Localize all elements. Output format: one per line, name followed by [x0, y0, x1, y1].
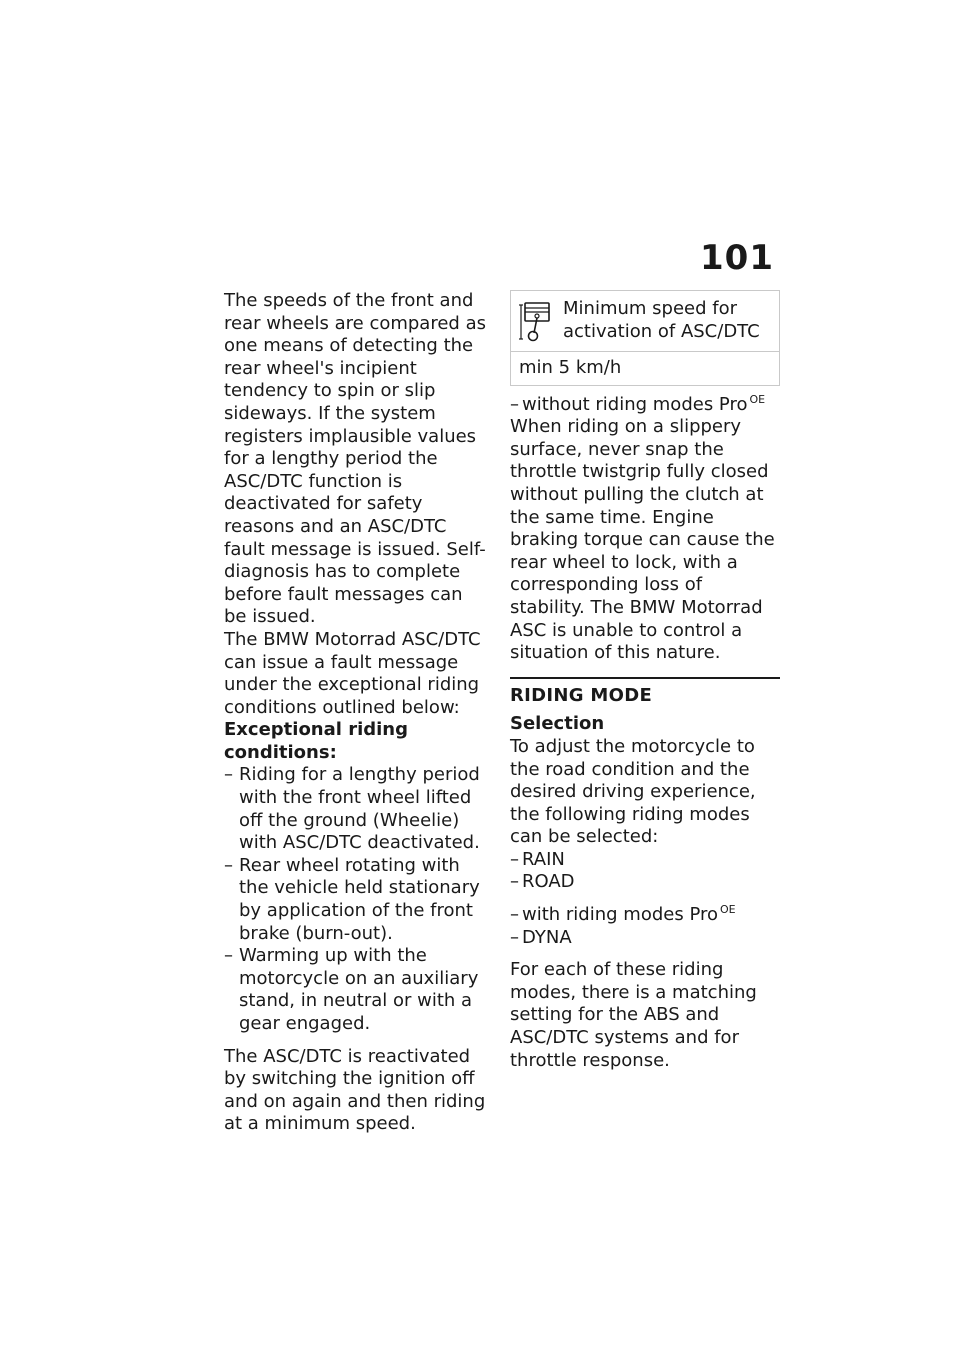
- spec-header: [511, 291, 779, 352]
- variant-with-pro: [510, 904, 780, 927]
- spec-table: [510, 290, 780, 386]
- list-item: – Rear wheel rotating with the vehicle held stationary by application of the front brake (burn-out).: [224, 855, 490, 945]
- list-item: – ROAD: [510, 871, 780, 894]
- slippery-surface-paragraph: When riding on a slippery surface, never snap the throttle twistgrip fully closed without pulling the clutch at the same time. Engine braking torque can cause the rear wheel to lock, with a corresponding loss of stability. The BMW Motorrad ASC is unable to control a situation of this nature.: [510, 416, 775, 664]
- spec-value: min 5 km/h: [519, 357, 622, 378]
- variant-without-pro: [510, 394, 780, 417]
- subsection-title: Selection: [510, 713, 605, 735]
- fault-detection-paragraph: The speeds of the front and rear wheels are compared as one means of detecting the rear wheel's incipient tendency to spin or slip sideways. If the system registers implausible values for a lengthy period the ASC/DTC function is deactivated for safety reasons and an ASC/DTC fault message is issued. Self-diagnosis has to complete before fault messages can be issued.: [224, 290, 486, 628]
- selection-paragraph: To adjust the motorcycle to the road condition and the desired driving experience, the following riding modes can be selected:: [510, 735, 756, 848]
- section-divider: [510, 677, 780, 679]
- piston-icon: [519, 299, 555, 345]
- list-item: – RAIN: [510, 849, 780, 872]
- pro-modes-list: [510, 927, 780, 950]
- page-number: 101: [700, 238, 774, 278]
- left-column: [224, 290, 490, 1136]
- variant-label: without riding modes Pro: [522, 393, 748, 415]
- oe-superscript: OE: [720, 903, 736, 917]
- list-item: – Riding for a lengthy period with the front wheel lifted off the ground (Wheelie) with ASC/DTC deactivated.: [224, 764, 490, 854]
- riding-modes-list: [510, 849, 780, 894]
- exceptional-conditions-list: [224, 764, 490, 1035]
- fault-message-paragraph: The BMW Motorrad ASC/DTC can issue a fault message under the exceptional riding conditions outlined below:: [224, 628, 481, 718]
- oe-superscript: OE: [749, 392, 766, 406]
- closing-paragraph: For each of these riding modes, there is a matching setting for the ABS and ASC/DTC systems and for throttle response.: [510, 959, 757, 1071]
- right-column: [510, 290, 780, 1072]
- variant-label: with riding modes Pro: [522, 904, 718, 926]
- exceptional-conditions-heading: Exceptional riding conditions:: [224, 719, 409, 763]
- list-item: – DYNA: [510, 927, 780, 950]
- spec-title: Minimum speed for activation of ASC/DTC: [563, 298, 760, 342]
- reactivation-paragraph: The ASC/DTC is reactivated by switching the ignition off and on again and then riding at a minimum speed.: [224, 1045, 486, 1135]
- list-item: – Warming up with the motorcycle on an auxiliary stand, in neutral or with a gear engaged.: [224, 945, 490, 1035]
- section-title: RIDING MODE: [510, 684, 653, 706]
